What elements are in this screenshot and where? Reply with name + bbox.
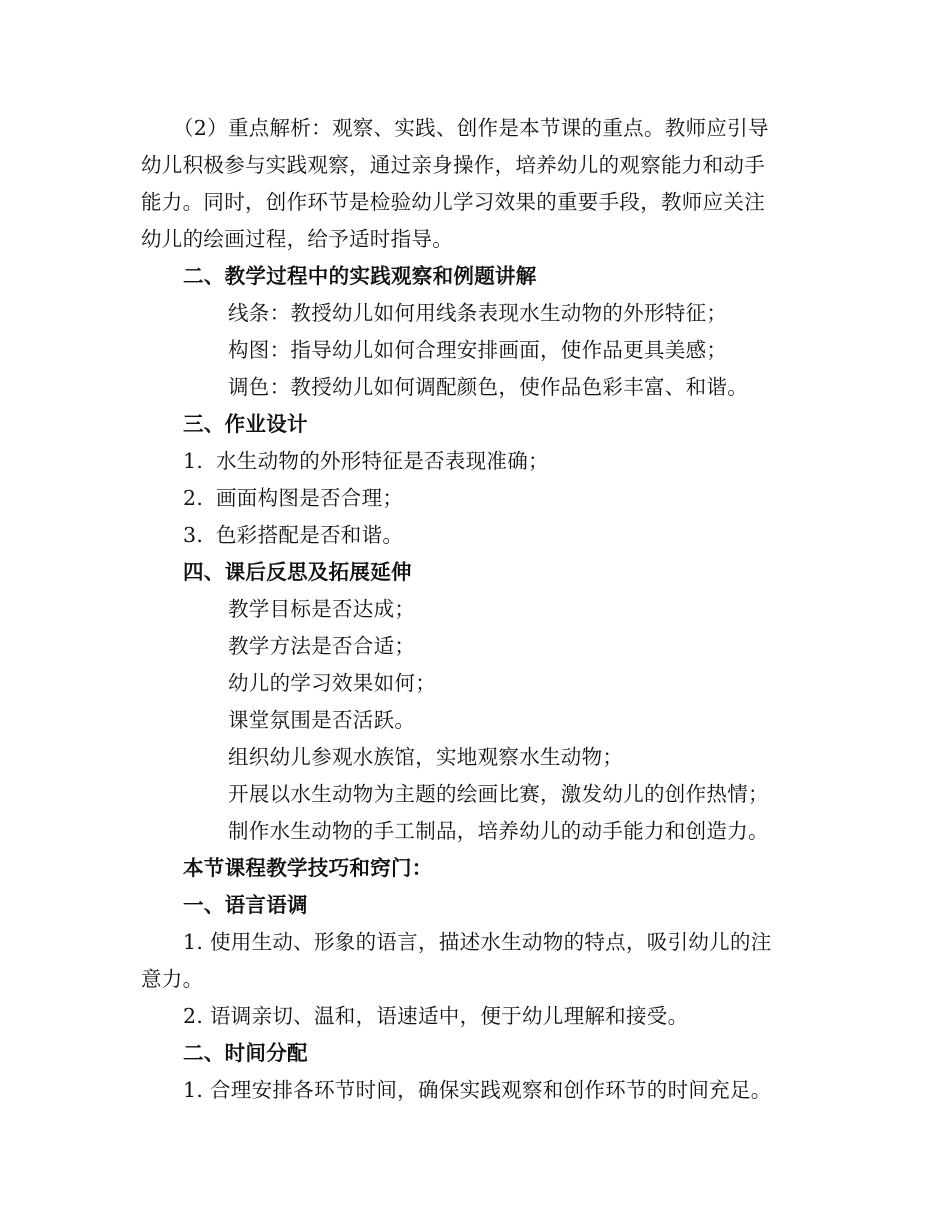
list-item-number: 3. bbox=[183, 523, 204, 547]
paragraph-key-points-line-4: 幼儿的绘画过程，给予适时指导。 bbox=[141, 227, 453, 251]
list-item-text: 水生动物的外形特征是否表现准确； bbox=[216, 449, 549, 473]
list-item: 教学方法是否合适； bbox=[228, 634, 416, 658]
list-item-text: 画面构图是否合理； bbox=[216, 486, 404, 510]
section-heading-reflection: 四、课后反思及拓展延伸 bbox=[183, 560, 412, 584]
section-heading-homework: 三、作业设计 bbox=[183, 412, 308, 436]
section-heading-time: 二、时间分配 bbox=[183, 1041, 308, 1065]
section-heading-language: 一、语言语调 bbox=[183, 893, 308, 917]
paragraph-line: 1. 合理安排各环节时间，确保实践观察和创作环节的时间充足。 bbox=[183, 1078, 772, 1102]
paragraph-line: 1. 使用生动、形象的语言，描述水生动物的特点，吸引幼儿的注 bbox=[183, 930, 772, 954]
list-item-text: 色彩搭配是否和谐。 bbox=[216, 523, 404, 547]
list-item: 课堂氛围是否活跃。 bbox=[228, 708, 416, 732]
paragraph-line: 2. 语调亲切、温和，语速适中，便于幼儿理解和接受。 bbox=[183, 1004, 689, 1028]
paragraph-key-points-line-3: 能力。同时，创作环节是检验幼儿学习效果的重要手段，教师应关注 bbox=[141, 190, 765, 214]
list-item: 构图：指导幼儿如何合理安排画面，使作品更具美感； bbox=[228, 338, 728, 362]
tips-heading: 本节课程教学技巧和窍门： bbox=[183, 856, 433, 880]
list-item: 教学目标是否达成； bbox=[228, 597, 416, 621]
section-heading-practice: 二、教学过程中的实践观察和例题讲解 bbox=[183, 264, 537, 288]
paragraph-key-points-line-1: （2）重点解析：观察、实践、创作是本节课的重点。教师应引导 bbox=[173, 116, 769, 140]
list-item: 开展以水生动物为主题的绘画比赛，激发幼儿的创作热情； bbox=[228, 782, 769, 806]
list-item: 线条：教授幼儿如何用线条表现水生动物的外形特征； bbox=[228, 301, 728, 325]
list-item: 幼儿的学习效果如何； bbox=[228, 671, 436, 695]
list-item: 制作水生动物的手工制品，培养幼儿的动手能力和创造力。 bbox=[228, 819, 769, 843]
list-item-number: 1. bbox=[183, 449, 204, 473]
list-item: 调色：教授幼儿如何调配颜色，使作品色彩丰富、和谐。 bbox=[228, 375, 748, 399]
paragraph-key-points-line-2: 幼儿积极参与实践观察，通过亲身操作，培养幼儿的观察能力和动手 bbox=[141, 153, 765, 177]
list-item: 组织幼儿参观水族馆，实地观察水生动物； bbox=[228, 745, 624, 769]
paragraph-line: 意力。 bbox=[141, 967, 204, 991]
list-item-number: 2. bbox=[183, 486, 204, 510]
